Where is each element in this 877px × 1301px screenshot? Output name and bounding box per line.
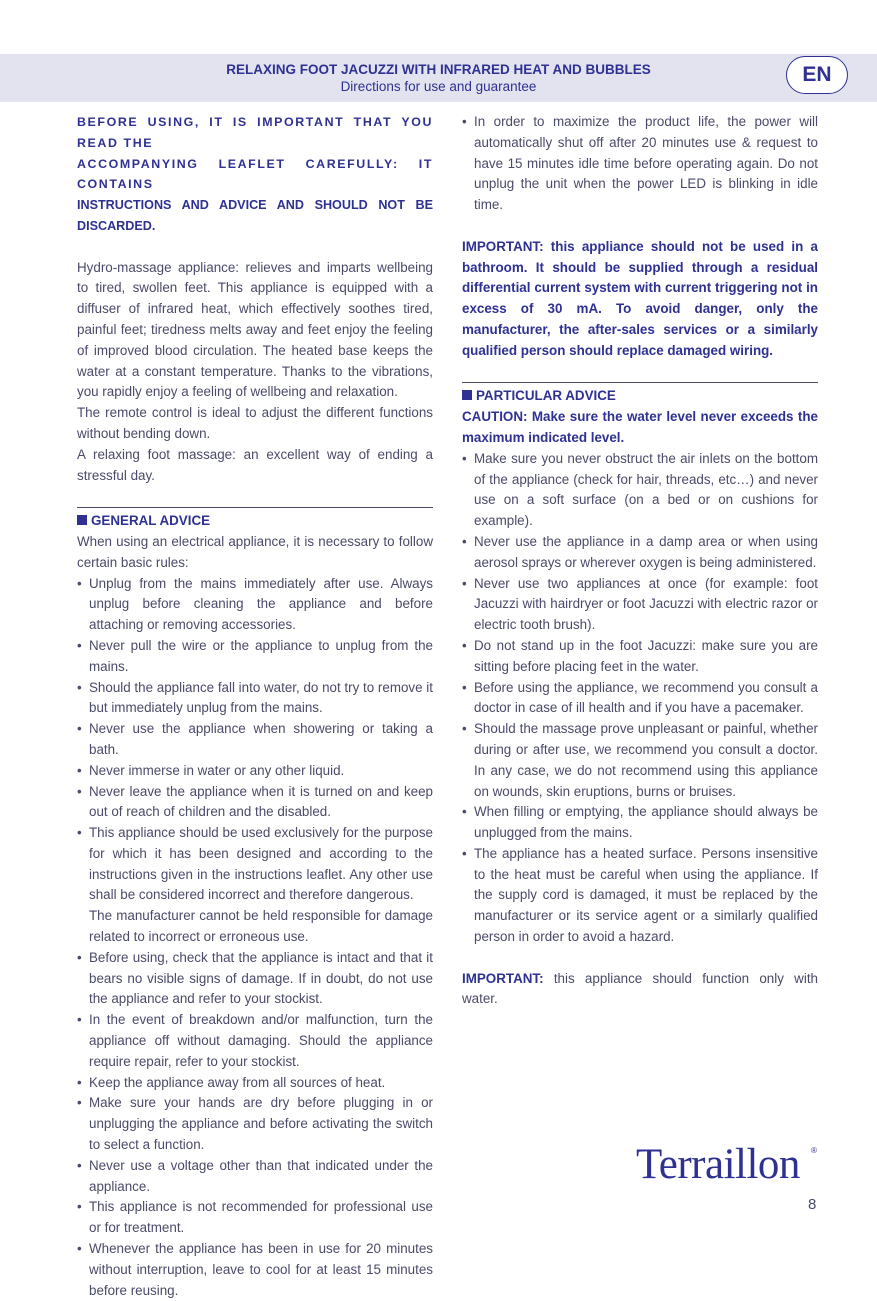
particular-advice-title: PARTICULAR ADVICE bbox=[476, 388, 616, 404]
important-bathroom: IMPORTANT: this appliance should not be used in a bathroom. It should be supplied through a residual differential current system with current triggering not in excess of 30 mA. To avoid danger, only the manufacturer, the after-sales services or a similarly qualified person should replace damaged wiring. bbox=[462, 238, 818, 358]
page-subtitle: Directions for use and guarantee bbox=[340, 79, 537, 94]
list-item: • The appliance has a heated surface. Persons insensitive to the heat must be careful when using the appliance. If the supply cord is damaged, it must be replaced by the manufacturer or its service agent or a similarly qualified person in order to avoid a hazard. bbox=[462, 844, 818, 948]
intro-paragraph-3: A relaxing foot massage: an excellent way of ending a stressful day. bbox=[77, 446, 433, 483]
spacer bbox=[77, 237, 433, 258]
list-item: • This appliance is not recommended for professional use or for treatment. bbox=[77, 1197, 433, 1239]
list-item: • Never use the appliance in a damp area or when using aerosol sprays or wherever oxygen is being administered. bbox=[462, 532, 818, 574]
important-water-label: IMPORTANT: bbox=[462, 970, 544, 986]
spacer bbox=[462, 362, 818, 383]
general-advice-heading bbox=[77, 507, 433, 532]
language-badge: EN bbox=[786, 56, 848, 94]
right-column bbox=[462, 112, 818, 1010]
list-item: • In order to maximize the product life, the power will automatically shut off after 20 minutes use & request to have 15 minutes idle time before operating again. Do not unplug the unit when the power LED is blinking in idle time. bbox=[462, 112, 818, 216]
left-column bbox=[77, 112, 433, 1301]
list-item: • Never use the appliance when showering or taking a bath. bbox=[77, 719, 433, 761]
particular-advice-list bbox=[462, 449, 818, 948]
list-item: • Make sure your hands are dry before plugging in or unplugging the appliance and before activating the switch to select a function. bbox=[77, 1093, 433, 1155]
list-item: • Do not stand up in the foot Jacuzzi: make sure you are sitting before placing feet in the water. bbox=[462, 636, 818, 678]
intro-paragraph-1: Hydro-massage appliance: relieves and imparts wellbeing to tired, swollen feet. This appliance is equipped with a diffuser of infrared heat, which effectively soothes tired, painful feet; tiredness melts away and feet enjoy the feeling of improved blood circulation. The heated base keeps the water at a constant temperature. Thanks to the vibrations, you rapidly enjoy a feeling of wellbeing and relaxation. bbox=[77, 259, 433, 400]
general-advice-list bbox=[77, 574, 433, 1301]
page-number: 8 bbox=[808, 1196, 817, 1213]
list-item: • Never use two appliances at once (for example: foot Jacuzzi with hairdryer or foot Jacuzzi with electric razor or electric tooth brush). bbox=[462, 574, 818, 636]
brand-logo: Terraillon bbox=[636, 1141, 800, 1188]
power-list bbox=[462, 112, 818, 216]
warning-line-3: INSTRUCTIONS AND ADVICE AND SHOULD NOT BE DISCARDED. bbox=[77, 198, 433, 233]
list-item: • Keep the appliance away from all sources of heat. bbox=[77, 1073, 433, 1094]
intro-paragraph-2: The remote control is ideal to adjust the different functions without bending down. bbox=[77, 405, 433, 441]
list-item: The manufacturer cannot be held responsible for damage related to incorrect or erroneous use. bbox=[89, 908, 433, 945]
list-item: • When filling or emptying, the appliance should always be unplugged from the mains. bbox=[462, 802, 818, 844]
warning-line-1: BEFORE USING, IT IS IMPORTANT THAT YOU READ THE bbox=[77, 115, 433, 150]
important-water-text: this appliance should function only with water. bbox=[462, 970, 818, 1007]
spacer bbox=[77, 486, 433, 507]
list-item: • Should the appliance fall into water, do not try to remove it but immediately unplug from the mains. bbox=[77, 678, 433, 720]
list-item: • Never use a voltage other than that indicated under the appliance. bbox=[77, 1156, 433, 1198]
list-item: • Unplug from the mains immediately after use. Always unplug before cleaning the appliance and before attaching or removing accessories. bbox=[77, 574, 433, 636]
page-title: RELAXING FOOT JACUZZI WITH INFRARED HEAT AND BUBBLES bbox=[226, 62, 651, 77]
warning-line-3-wrap bbox=[77, 195, 433, 237]
list-item: • This appliance should be used exclusively for the purpose for which it has been designed and according to the instructions given in the instructions leaflet. Any other use shall be considered incorrect and therefore dangerous. bbox=[77, 823, 433, 906]
square-bullet-icon bbox=[77, 515, 87, 525]
list-item: • In the event of breakdown and/or malfunction, turn the appliance off without damaging. Should the appliance require repair, refer to your stockist. bbox=[77, 1010, 433, 1072]
list-item: • Before using the appliance, we recommend you consult a doctor in case of ill health and if you have a pacemaker. bbox=[462, 678, 818, 720]
list-item: • Never pull the wire or the appliance to unplug from the mains. bbox=[77, 636, 433, 678]
general-advice-intro: When using an electrical appliance, it is necessary to follow certain basic rules: bbox=[77, 533, 433, 570]
particular-advice-heading bbox=[462, 382, 818, 407]
general-advice-title: GENERAL ADVICE bbox=[91, 513, 211, 529]
spacer bbox=[462, 216, 818, 237]
list-item: • Whenever the appliance has been in use for 20 minutes without interruption, leave to cool for at least 15 minutes before reusing. bbox=[77, 1239, 433, 1301]
spacer bbox=[462, 948, 818, 969]
list-item: • Should the massage prove unpleasant or painful, whether during or after use, we recommend you consult a doctor. In any case, we do not recommend using this appliance on wounds, skin eruptions, burns or bruises. bbox=[462, 719, 818, 802]
warning-line-2: ACCOMPANYING LEAFLET CAREFULLY: IT CONTAINS bbox=[77, 156, 433, 192]
square-bullet-icon bbox=[462, 390, 472, 400]
caution-text: CAUTION: Make sure the water level never exceeds the maximum indicated level. bbox=[462, 409, 818, 445]
list-item: • Never leave the appliance when it is turned on and keep out of reach of children and the disabled. bbox=[77, 782, 433, 824]
list-item: • Never immerse in water or any other liquid. bbox=[77, 761, 433, 782]
list-item: • Before using, check that the appliance is intact and that it bears no visible signs of damage. If in doubt, do not use the appliance and refer to your stockist. bbox=[77, 948, 433, 1010]
list-item: • Make sure you never obstruct the air inlets on the bottom of the appliance (check for hair, threads, etc…) and never use on a soft surface (on a bed or on cushions for example). bbox=[462, 449, 818, 532]
registered-mark: ® bbox=[811, 1146, 817, 1155]
important-water bbox=[462, 969, 818, 1011]
